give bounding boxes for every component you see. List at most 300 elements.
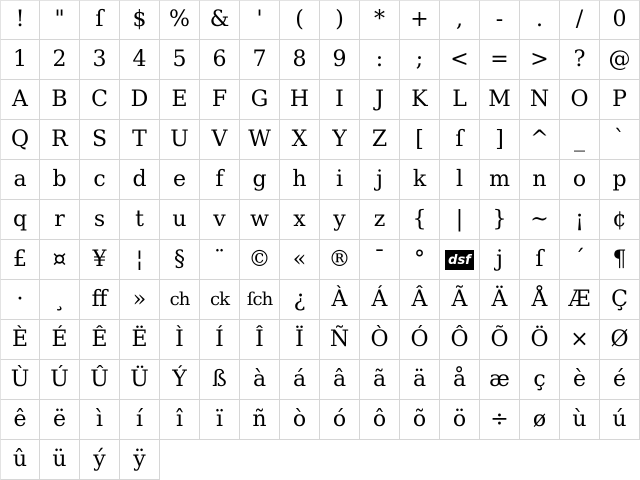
glyph-cell[interactable]	[400, 400, 440, 440]
glyph-cell[interactable]	[0, 200, 40, 240]
glyph: ö	[452, 406, 467, 432]
glyph: Ê	[91, 326, 108, 352]
glyph-cell[interactable]	[0, 120, 40, 160]
glyph-cell[interactable]	[360, 200, 400, 240]
glyph-cell[interactable]	[40, 360, 80, 400]
glyph-cell[interactable]	[600, 0, 640, 40]
glyph-cell[interactable]	[120, 400, 160, 440]
glyph: ò	[292, 406, 307, 432]
glyph-cell[interactable]	[280, 40, 320, 80]
glyph: »	[132, 286, 147, 312]
glyph: ﬀ	[91, 286, 108, 312]
glyph-cell[interactable]	[80, 120, 120, 160]
glyph-cell[interactable]	[280, 200, 320, 240]
glyph-cell[interactable]	[0, 320, 40, 360]
glyph-cell[interactable]	[440, 360, 480, 400]
glyph: J	[375, 86, 384, 112]
glyph-cell[interactable]	[480, 120, 520, 160]
glyph-cell[interactable]	[600, 360, 640, 400]
glyph-cell[interactable]	[360, 80, 400, 120]
glyph-cell[interactable]	[240, 80, 280, 120]
glyph: i	[335, 166, 344, 192]
glyph: à	[252, 366, 267, 392]
glyph-cell[interactable]	[480, 200, 520, 240]
glyph-cell[interactable]	[320, 160, 360, 200]
glyph-cell[interactable]	[480, 160, 520, 200]
glyph-cell[interactable]	[360, 40, 400, 80]
glyph: Û	[90, 366, 109, 392]
glyph: e	[172, 166, 187, 192]
glyph: X	[291, 126, 308, 152]
glyph-cell[interactable]	[120, 320, 160, 360]
glyph-cell[interactable]	[520, 280, 560, 320]
glyph-cell[interactable]	[600, 120, 640, 160]
glyph-cell[interactable]	[160, 0, 200, 40]
glyph-cell[interactable]	[80, 0, 120, 40]
glyph-cell[interactable]	[80, 400, 120, 440]
glyph: c	[93, 166, 106, 192]
glyph: m	[489, 166, 510, 192]
glyph-cell[interactable]	[480, 40, 520, 80]
glyph-cell[interactable]	[320, 80, 360, 120]
glyph: é	[612, 366, 627, 392]
glyph: B	[51, 86, 68, 112]
glyph: 5	[172, 46, 187, 72]
glyph-cell[interactable]	[40, 0, 80, 40]
glyph-cell[interactable]	[480, 0, 520, 40]
glyph-cell[interactable]	[400, 0, 440, 40]
glyph: Ó	[410, 326, 429, 352]
glyph-cell[interactable]	[600, 240, 640, 280]
glyph-cell[interactable]	[120, 360, 160, 400]
glyph: x	[293, 206, 306, 232]
glyph-cell[interactable]	[160, 40, 200, 80]
glyph: 0	[612, 7, 627, 32]
glyph: Ø	[610, 326, 629, 352]
glyph-cell[interactable]	[560, 360, 600, 400]
glyph: @	[608, 46, 631, 72]
glyph: Ü	[130, 366, 149, 392]
glyph-cell[interactable]	[80, 200, 120, 240]
glyph-cell[interactable]	[360, 120, 400, 160]
glyph-cell[interactable]	[160, 80, 200, 120]
glyph-cell[interactable]	[520, 80, 560, 120]
glyph: 2	[52, 46, 67, 72]
glyph-cell[interactable]	[360, 400, 400, 440]
glyph: 9	[332, 46, 347, 72]
glyph-cell[interactable]	[240, 320, 280, 360]
glyph-cell[interactable]	[240, 280, 280, 320]
glyph-cell[interactable]	[40, 200, 80, 240]
glyph-cell[interactable]	[160, 360, 200, 400]
glyph-cell[interactable]	[160, 400, 200, 440]
glyph-cell[interactable]	[120, 40, 160, 80]
glyph: g	[252, 166, 267, 192]
glyph-cell[interactable]	[280, 80, 320, 120]
glyph: É	[51, 326, 68, 352]
glyph-cell[interactable]	[400, 240, 440, 280]
glyph: }	[492, 206, 507, 232]
glyph: b	[52, 166, 67, 192]
glyph-cell[interactable]	[200, 240, 240, 280]
glyph-cell[interactable]	[400, 280, 440, 320]
glyph-cell[interactable]	[600, 40, 640, 80]
glyph: Ï	[295, 326, 304, 352]
glyph-cell[interactable]	[440, 240, 480, 280]
glyph: Õ	[490, 326, 509, 352]
glyph-cell[interactable]	[240, 200, 280, 240]
glyph-cell[interactable]	[160, 160, 200, 200]
glyph: 4	[132, 46, 147, 72]
glyph: Ò	[370, 326, 389, 352]
glyph-cell[interactable]	[520, 120, 560, 160]
glyph-cell[interactable]	[400, 80, 440, 120]
glyph: ó	[332, 406, 347, 432]
glyph-cell[interactable]	[280, 240, 320, 280]
glyph-cell[interactable]	[280, 280, 320, 320]
glyph: `	[614, 126, 625, 152]
glyph-cell[interactable]	[0, 40, 40, 80]
glyph: ã	[372, 366, 387, 392]
glyph: ^	[530, 126, 549, 152]
glyph: M	[488, 86, 511, 112]
glyph: q	[12, 206, 28, 232]
glyph-cell[interactable]	[40, 160, 80, 200]
glyph-cell[interactable]	[600, 200, 640, 240]
glyph: v	[213, 206, 226, 232]
glyph: Q	[10, 126, 30, 152]
glyph: Ô	[450, 326, 469, 352]
glyph: '	[256, 7, 263, 32]
glyph-cell[interactable]	[80, 440, 120, 480]
glyph-cell[interactable]	[40, 280, 80, 320]
glyph-cell[interactable]	[400, 160, 440, 200]
glyph-cell[interactable]	[80, 40, 120, 80]
glyph: ch	[169, 288, 190, 310]
glyph: ]	[495, 126, 504, 152]
glyph-cell[interactable]	[400, 360, 440, 400]
glyph: p	[612, 166, 627, 192]
glyph: ©	[248, 246, 271, 272]
glyph: j	[376, 166, 383, 192]
glyph-cell[interactable]	[600, 160, 640, 200]
glyph: :	[375, 46, 384, 72]
glyph-cell[interactable]	[120, 120, 160, 160]
glyph-cell[interactable]	[40, 240, 80, 280]
glyph-cell[interactable]	[280, 360, 320, 400]
glyph-cell[interactable]	[280, 400, 320, 440]
glyph: ×	[570, 326, 589, 352]
glyph: Y	[332, 126, 347, 152]
glyph-cell[interactable]	[400, 200, 440, 240]
glyph: ô	[372, 406, 387, 432]
glyph-cell[interactable]	[40, 80, 80, 120]
glyph-cell[interactable]	[560, 120, 600, 160]
glyph-cell[interactable]	[160, 320, 200, 360]
glyph: C	[91, 86, 108, 112]
glyph-cell[interactable]	[120, 240, 160, 280]
glyph-cell[interactable]	[160, 280, 200, 320]
glyph: *	[374, 7, 385, 32]
glyph-cell[interactable]	[0, 400, 40, 440]
glyph-cell[interactable]	[560, 80, 600, 120]
glyph-cell[interactable]	[240, 40, 280, 80]
glyph: 6	[212, 46, 227, 72]
glyph-cell[interactable]	[40, 320, 80, 360]
glyph-cell[interactable]	[160, 240, 200, 280]
glyph: û	[12, 446, 28, 472]
glyph: $	[132, 7, 147, 32]
glyph: f	[215, 166, 224, 192]
glyph-cell[interactable]	[560, 0, 600, 40]
glyph: Ç	[611, 286, 628, 312]
glyph-cell[interactable]	[320, 280, 360, 320]
glyph-cell[interactable]	[0, 240, 40, 280]
glyph-cell[interactable]	[120, 280, 160, 320]
glyph-cell[interactable]	[520, 200, 560, 240]
glyph-cell[interactable]	[120, 200, 160, 240]
glyph: >	[530, 46, 549, 72]
glyph-cell[interactable]	[480, 240, 520, 280]
glyph: t	[135, 206, 144, 232]
glyph: u	[172, 206, 187, 232]
glyph-cell[interactable]	[600, 280, 640, 320]
glyph-cell[interactable]	[320, 0, 360, 40]
glyph-cell[interactable]	[480, 400, 520, 440]
glyph: j	[496, 246, 503, 272]
glyph: ¡	[575, 206, 584, 232]
glyph: °	[414, 246, 425, 272]
glyph-cell[interactable]	[120, 80, 160, 120]
glyph-cell[interactable]	[280, 320, 320, 360]
glyph-cell[interactable]	[560, 280, 600, 320]
glyph-cell[interactable]	[560, 320, 600, 360]
glyph: ¦	[135, 246, 144, 272]
glyph-cell[interactable]	[400, 120, 440, 160]
glyph-cell[interactable]	[440, 160, 480, 200]
glyph-cell[interactable]	[80, 80, 120, 120]
glyph-cell[interactable]	[360, 280, 400, 320]
glyph: .	[536, 7, 543, 32]
glyph: ®	[328, 246, 351, 272]
glyph: ¤	[52, 246, 67, 272]
glyph-cell[interactable]	[120, 160, 160, 200]
glyph-cell[interactable]	[440, 200, 480, 240]
glyph: õ	[412, 406, 427, 432]
glyph-cell[interactable]	[280, 0, 320, 40]
glyph: ê	[13, 406, 27, 432]
glyph: ck	[210, 288, 229, 310]
glyph-cell[interactable]	[320, 400, 360, 440]
glyph: ì	[95, 406, 104, 432]
glyph: â	[332, 366, 347, 392]
glyph-cell[interactable]	[240, 240, 280, 280]
glyph-cell[interactable]	[40, 40, 80, 80]
glyph: î	[175, 406, 184, 432]
glyph-cell[interactable]	[360, 360, 400, 400]
glyph-cell[interactable]	[320, 40, 360, 80]
glyph-cell[interactable]	[600, 320, 640, 360]
glyph: s	[93, 206, 106, 232]
glyph-cell[interactable]	[200, 80, 240, 120]
glyph-cell[interactable]	[160, 200, 200, 240]
glyph-cell[interactable]	[80, 280, 120, 320]
glyph-cell[interactable]	[440, 400, 480, 440]
glyph: d	[132, 166, 147, 192]
glyph-cell[interactable]	[80, 360, 120, 400]
glyph-cell[interactable]	[360, 320, 400, 360]
glyph: ë	[52, 406, 67, 432]
glyph-cell[interactable]	[320, 240, 360, 280]
glyph-cell[interactable]	[80, 160, 120, 200]
glyph-cell[interactable]	[200, 40, 240, 80]
glyph-cell[interactable]	[320, 200, 360, 240]
glyph-cell[interactable]	[360, 0, 400, 40]
glyph: §	[174, 246, 185, 272]
glyph-cell[interactable]	[40, 440, 80, 480]
glyph: ·	[16, 286, 24, 312]
glyph-cell[interactable]	[440, 280, 480, 320]
glyph: V	[211, 126, 228, 152]
glyph-cell[interactable]	[360, 160, 400, 200]
glyph: %	[169, 7, 190, 32]
glyph: Ý	[172, 366, 187, 392]
glyph-cell[interactable]	[560, 400, 600, 440]
glyph-cell[interactable]	[200, 120, 240, 160]
glyph: N	[529, 86, 550, 112]
glyph: ,	[456, 7, 463, 32]
glyph-cell[interactable]	[0, 360, 40, 400]
glyph-cell[interactable]	[40, 400, 80, 440]
glyph: æ	[489, 366, 510, 392]
glyph-cell[interactable]	[0, 440, 40, 480]
glyph: h	[292, 166, 307, 192]
glyph: È	[11, 326, 29, 352]
glyph: Ù	[10, 366, 30, 392]
glyph-cell[interactable]	[560, 160, 600, 200]
glyph: ¨	[214, 246, 225, 272]
glyph-cell[interactable]	[0, 160, 40, 200]
glyph-cell[interactable]	[400, 40, 440, 80]
glyph-cell[interactable]	[440, 120, 480, 160]
glyph: ü	[52, 446, 67, 472]
glyph: Z	[371, 126, 388, 152]
glyph-cell[interactable]	[320, 360, 360, 400]
glyph: W	[248, 126, 271, 152]
glyph-cell[interactable]	[440, 80, 480, 120]
glyph-cell[interactable]	[480, 360, 520, 400]
glyph: í	[135, 406, 144, 432]
glyph-cell[interactable]	[440, 40, 480, 80]
glyph: ¥	[92, 246, 107, 272]
glyph-cell[interactable]	[200, 360, 240, 400]
glyph: _	[574, 126, 585, 152]
glyph: ú	[612, 406, 627, 432]
glyph-cell[interactable]	[160, 120, 200, 160]
glyph-cell[interactable]	[520, 160, 560, 200]
glyph-cell[interactable]	[240, 400, 280, 440]
glyph-cell[interactable]	[560, 200, 600, 240]
glyph-cell[interactable]	[320, 320, 360, 360]
glyph: &	[209, 7, 230, 32]
glyph-cell[interactable]	[240, 360, 280, 400]
glyph-cell[interactable]	[80, 240, 120, 280]
glyph-cell[interactable]	[560, 40, 600, 80]
glyph: T	[132, 126, 147, 152]
glyph: =	[490, 46, 509, 72]
glyph-cell[interactable]	[600, 400, 640, 440]
glyph: A	[12, 86, 28, 112]
glyph-cell[interactable]	[200, 320, 240, 360]
glyph: ø	[532, 406, 547, 432]
glyph-cell[interactable]	[0, 80, 40, 120]
glyph: ¢	[612, 206, 627, 232]
glyph: ý	[93, 446, 106, 472]
glyph: ſ	[535, 246, 544, 272]
glyph-cell[interactable]	[480, 280, 520, 320]
glyph-cell[interactable]	[200, 0, 240, 40]
glyph: ~	[530, 206, 549, 232]
glyph-cell[interactable]	[200, 200, 240, 240]
glyph: S	[91, 126, 108, 152]
glyph-cell[interactable]	[520, 320, 560, 360]
glyph-cell[interactable]	[200, 400, 240, 440]
glyph-cell[interactable]	[520, 0, 560, 40]
glyph-cell[interactable]	[520, 40, 560, 80]
glyph: ſch	[246, 288, 273, 310]
glyph: Ã	[451, 286, 468, 312]
glyph-cell[interactable]	[240, 0, 280, 40]
glyph-cell[interactable]	[80, 320, 120, 360]
glyph-cell[interactable]	[40, 120, 80, 160]
glyph-cell[interactable]	[200, 160, 240, 200]
glyph-cell[interactable]	[280, 120, 320, 160]
glyph-cell[interactable]	[240, 160, 280, 200]
glyph: +	[410, 7, 429, 32]
glyph-cell[interactable]	[400, 320, 440, 360]
glyph: H	[289, 86, 310, 112]
glyph: !	[15, 7, 25, 32]
glyph: ÷	[490, 406, 509, 432]
glyph-cell[interactable]	[120, 0, 160, 40]
glyph-cell[interactable]	[480, 320, 520, 360]
glyph-cell[interactable]	[0, 280, 40, 320]
glyph-cell[interactable]	[520, 240, 560, 280]
glyph: Ä	[491, 286, 508, 312]
glyph-cell[interactable]	[520, 400, 560, 440]
glyph-cell[interactable]	[280, 160, 320, 200]
glyph-cell[interactable]	[480, 80, 520, 120]
glyph-cell[interactable]	[120, 440, 160, 480]
glyph: Ú	[50, 366, 69, 392]
glyph-cell[interactable]	[440, 320, 480, 360]
glyph: ¶	[612, 246, 627, 272]
glyph-cell[interactable]	[0, 0, 40, 40]
glyph: "	[54, 7, 65, 32]
glyph: w	[250, 206, 269, 232]
glyph-cell[interactable]	[520, 360, 560, 400]
glyph-cell[interactable]	[600, 80, 640, 120]
glyph: £	[13, 246, 27, 272]
glyph-cell[interactable]	[200, 280, 240, 320]
glyph-cell[interactable]	[440, 0, 480, 40]
glyph-cell[interactable]	[360, 240, 400, 280]
glyph-cell[interactable]	[320, 120, 360, 160]
glyph: ſ	[95, 7, 104, 32]
glyph-cell[interactable]	[560, 240, 600, 280]
glyph-cell[interactable]	[240, 120, 280, 160]
glyph: I	[335, 86, 344, 112]
